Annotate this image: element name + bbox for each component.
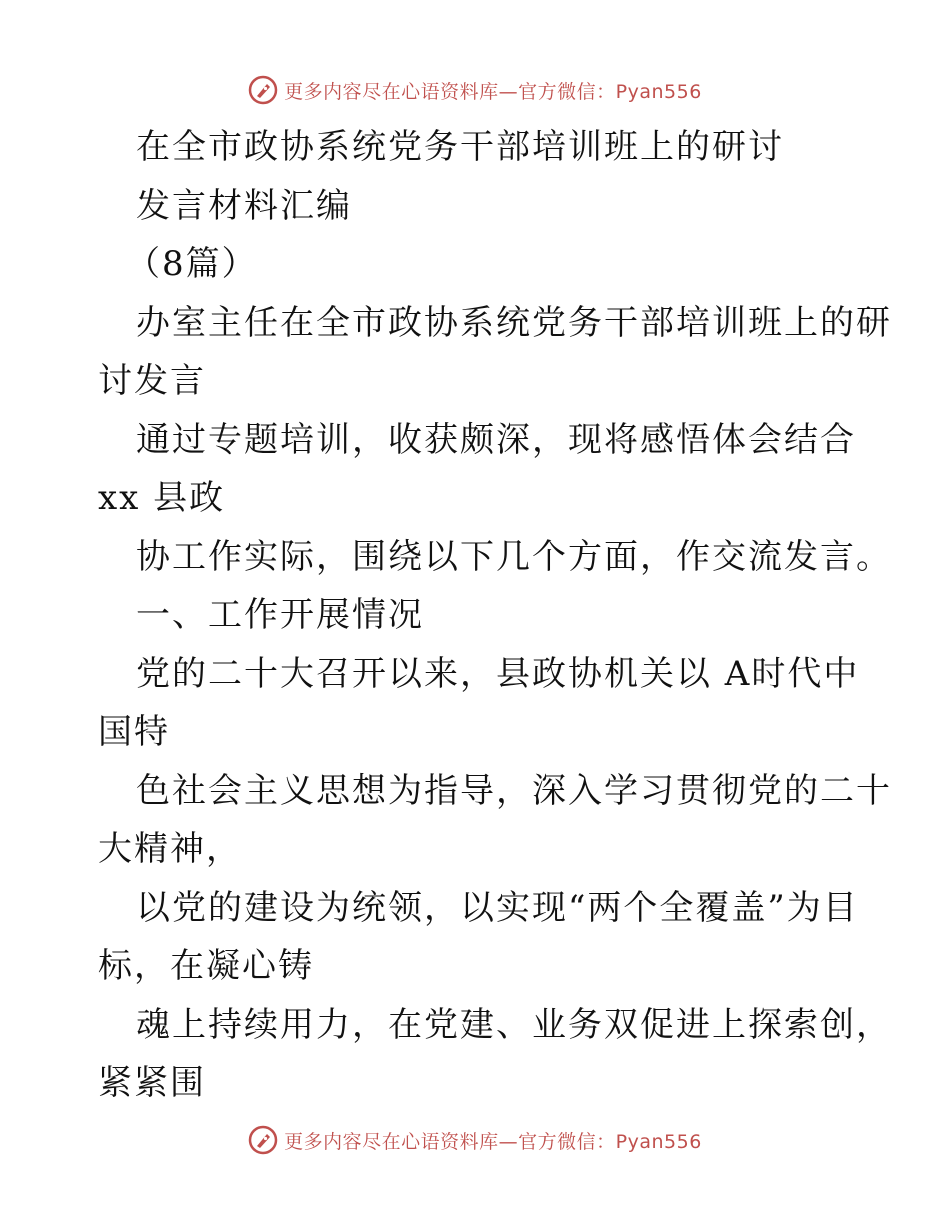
subheading-line: 一、工作开展情况 [136,595,424,635]
header-watermark-banner [0,70,950,110]
title-line-2: 发言材料汇编 [136,185,352,226]
section-heading-line-2: 讨发言 [98,361,206,401]
section-heading-line-1: 办室主任在全市政协系统党务干部培训班上的研 [136,302,892,343]
title-line-3: （8篇） [126,244,258,284]
footer-watermark-banner [0,1120,950,1160]
body-line: 国特 [98,712,170,752]
title-line-1: 在全市政协系统党务干部培训班上的研讨 [136,127,784,167]
header-watermark-text: 更多内容尽在心语资料库—官方微信：Pyan556 [284,80,702,103]
body-line: 党的二十大召开以来，县政协机关以 A时代中 [136,653,860,694]
body-line: 大精神， [98,829,242,869]
body-line: xx 县政 [98,478,226,518]
body-line: 协工作实际，围绕以下几个方面，作交流发言。 [136,536,892,577]
body-line: 紧紧围 [98,1063,206,1103]
footer-watermark-text: 更多内容尽在心语资料库—官方微信：Pyan556 [284,1130,702,1153]
body-line: 标，在凝心铸 [98,946,314,986]
pen-nib-logo-icon [248,1125,278,1155]
body-line: 色社会主义思想为指导，深入学习贯彻党的二十 [136,770,892,811]
pen-nib-logo-icon [248,75,278,105]
body-line: 通过专题培训，收获颇深，现将感悟体会结合 [136,419,856,460]
body-line: 以党的建设为统领，以实现“两个全覆盖”为目 [136,887,859,928]
document-body [0,118,950,1113]
body-line: 魂上持续用力，在党建、业务双促进上探索创， [136,1004,892,1045]
